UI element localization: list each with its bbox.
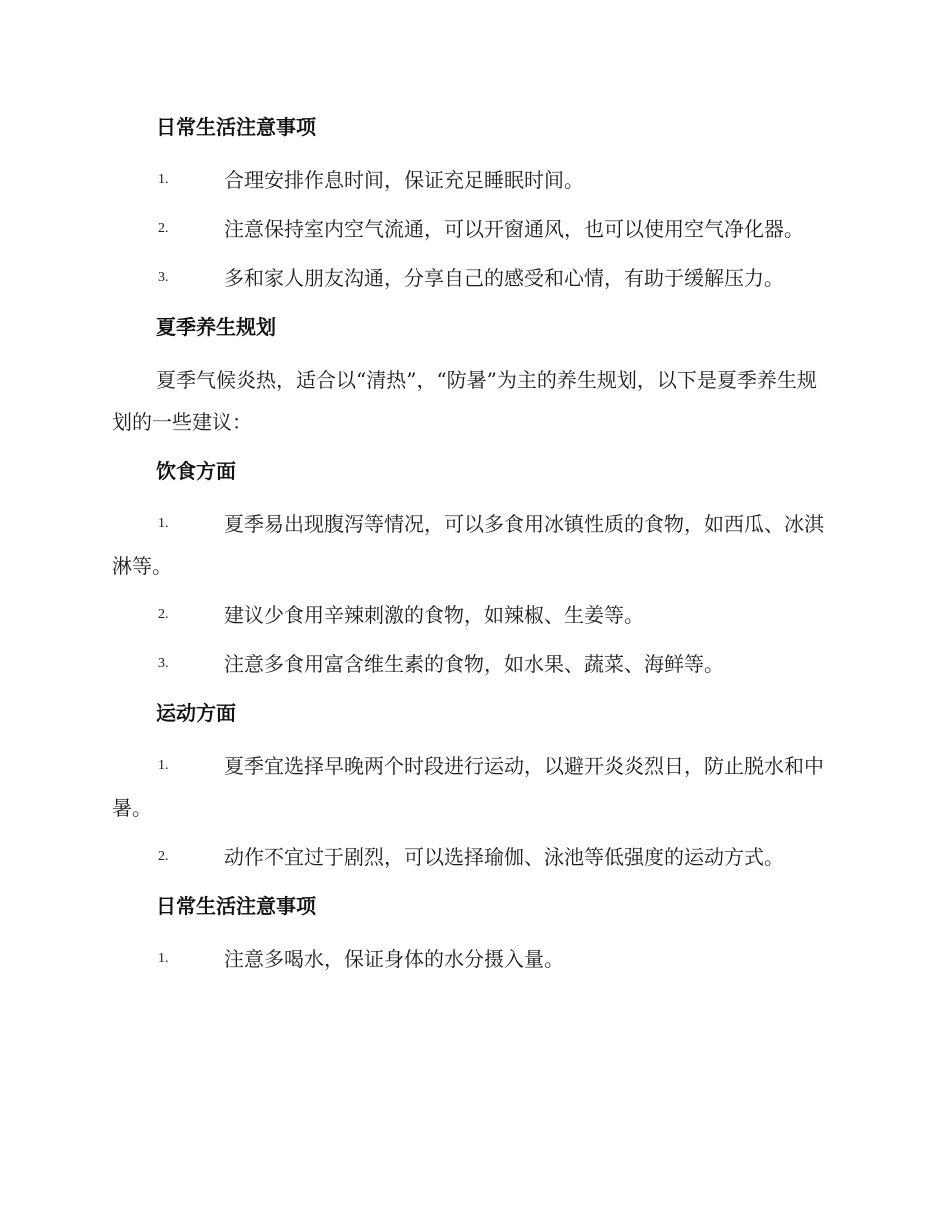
list-number: 2. xyxy=(158,607,169,622)
section-heading: 日常生活注意事项 xyxy=(156,894,316,918)
list-item-text: 多和家人朋友沟通，分享自己的感受和心情，有助于缓解压力。 xyxy=(224,266,784,290)
list-item-text: 动作不宜过于剧烈，可以选择瑜伽、泳池等低强度的运动方式。 xyxy=(224,845,784,869)
list-item xyxy=(112,503,834,587)
list-item-text: 夏季宜选择早晚两个时段进行运动，以避开炎炎烈日，防止脱水和中暑。 xyxy=(112,754,824,820)
list-item-text: 夏季易出现腹泻等情况，可以多食用冰镇性质的食物，如西瓜、冰淇淋等。 xyxy=(112,512,824,578)
list-number: 2. xyxy=(158,849,169,864)
list-item-text: 合理安排作息时间，保证充足睡眠时间。 xyxy=(224,168,584,192)
list-number: 2. xyxy=(158,221,169,236)
list-item-text: 建议少食用辛辣刺激的食物，如辣椒、生姜等。 xyxy=(224,603,644,627)
intro-paragraph: 夏季气候炎热，适合以“清热”，“防暑”为主的养生规划，以下是夏季养生规划的一些建议： xyxy=(112,368,817,434)
list-item xyxy=(112,938,834,980)
list-item-text: 注意保持室内空气流通，可以开窗通风，也可以使用空气净化器。 xyxy=(224,217,804,241)
section-heading: 日常生活注意事项 xyxy=(156,115,316,139)
list-item-text: 注意多喝水，保证身体的水分摄入量。 xyxy=(224,947,564,971)
list-number: 1. xyxy=(158,516,169,531)
list-item xyxy=(112,836,834,878)
list-number: 1. xyxy=(158,172,169,187)
section-heading: 饮食方面 xyxy=(156,459,236,483)
section-heading: 夏季养生规划 xyxy=(156,315,276,339)
list-item-text: 注意多食用富含维生素的食物，如水果、蔬菜、海鲜等。 xyxy=(224,652,724,676)
list-item xyxy=(112,159,834,201)
list-item xyxy=(112,257,834,299)
list-number: 3. xyxy=(158,270,169,285)
list-number: 3. xyxy=(158,656,169,671)
list-item xyxy=(112,594,834,636)
list-number: 1. xyxy=(158,951,169,966)
list-number: 1. xyxy=(158,758,169,773)
document-page xyxy=(112,112,834,993)
list-item xyxy=(112,643,834,685)
list-item xyxy=(112,208,834,250)
list-item xyxy=(112,745,834,829)
section-heading: 运动方面 xyxy=(156,701,236,725)
